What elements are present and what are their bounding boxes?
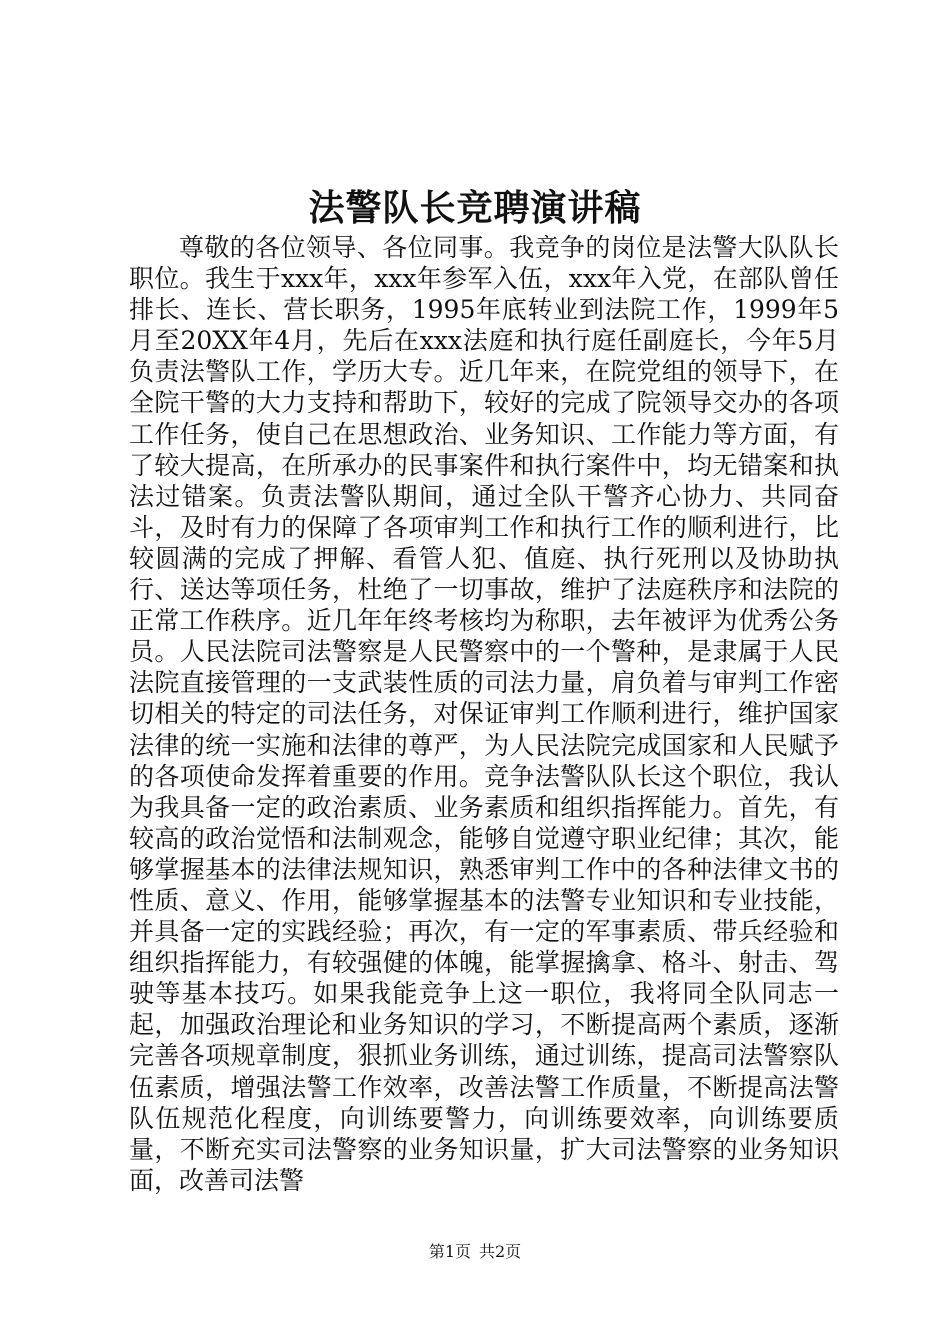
page-number-current: 第1页 [428, 1242, 471, 1261]
page-number-total: 共2页 [479, 1242, 522, 1261]
document-body: 尊敬的各位领导、各位同事。我竞争的岗位是法警大队队长职位。我生于xxx年，xxx年参军入伍，xxx年入党，在部队曾任排长、连长、营长职务，1995年底转业到法院工作，1999年5月至20XX年4月，先后在xxx法庭和执行庭任副庭长，今年5月负责法警队工作，学历大专。近几年来，在院党组的领导下，在全院干警的大力支持和帮助下，较好的完成了院领导交办的各项工作任务，使自己在思想政治、业务知识、工作能力等方面，有了较大提高，在所承办的民事案件和执行案件中，均无错案和执法过错案。负责法警队期间，通过全队干警齐心协力、共同奋斗，及时有力的保障了各项审判工作和执行工作的顺利进行，比较圆满的完成了押解、看管人犯、值庭、执行死刑以及协助执行、送达等项任务，杜绝了一切事故，维护了法庭秩序和法院的正常工作秩序。近几年年终考核均为称职，去年被评为优秀公务员。人民法院司法警察是人民警察中的一个警种，是隶属于人民法院直接管理的一支武装性质的司法力量，肩负着与审判工作密切相关的特定的司法任务，对保证审判工作顺利进行，维护国家法律的统一实施和法律的尊严，为人民法院完成国家和人民赋予的各项使命发挥着重要的作用。竞争法警队队长这个职位，我认为我具备一定的政治素质、业务素质和组织指挥能力。首先，有较高的政治觉悟和法制观念，能够自觉遵守职业纪律；其次，能够掌握基本的法律法规知识，熟悉审判工作中的各种法律文书的性质、意义、作用，能够掌握基本的法警专业知识和专业技能，并具备一定的实践经验；再次，有一定的军事素质、带兵经验和组织指挥能力，有较强健的体魄，能掌握擒拿、格斗、射击、驾驶等基本技巧。如果我能竞争上这一职位，我将同全队同志一起，加强政治理论和业务知识的学习，不断提高两个素质，逐渐完善各项规章制度，狠抓业务训练，通过训练，提高司法警察队伍素质，增强法警工作效率，改善法警工作质量，不断提高法警队伍规范化程度，向训练要警力，向训练要效率，向训练要质量，不断充实司法警察的业务知识量，扩大司法警察的业务知识面，改善司法警 [129, 233, 839, 1195]
page-footer [0, 1240, 950, 1264]
document-title: 法警队长竞聘演讲稿 [308, 187, 642, 229]
